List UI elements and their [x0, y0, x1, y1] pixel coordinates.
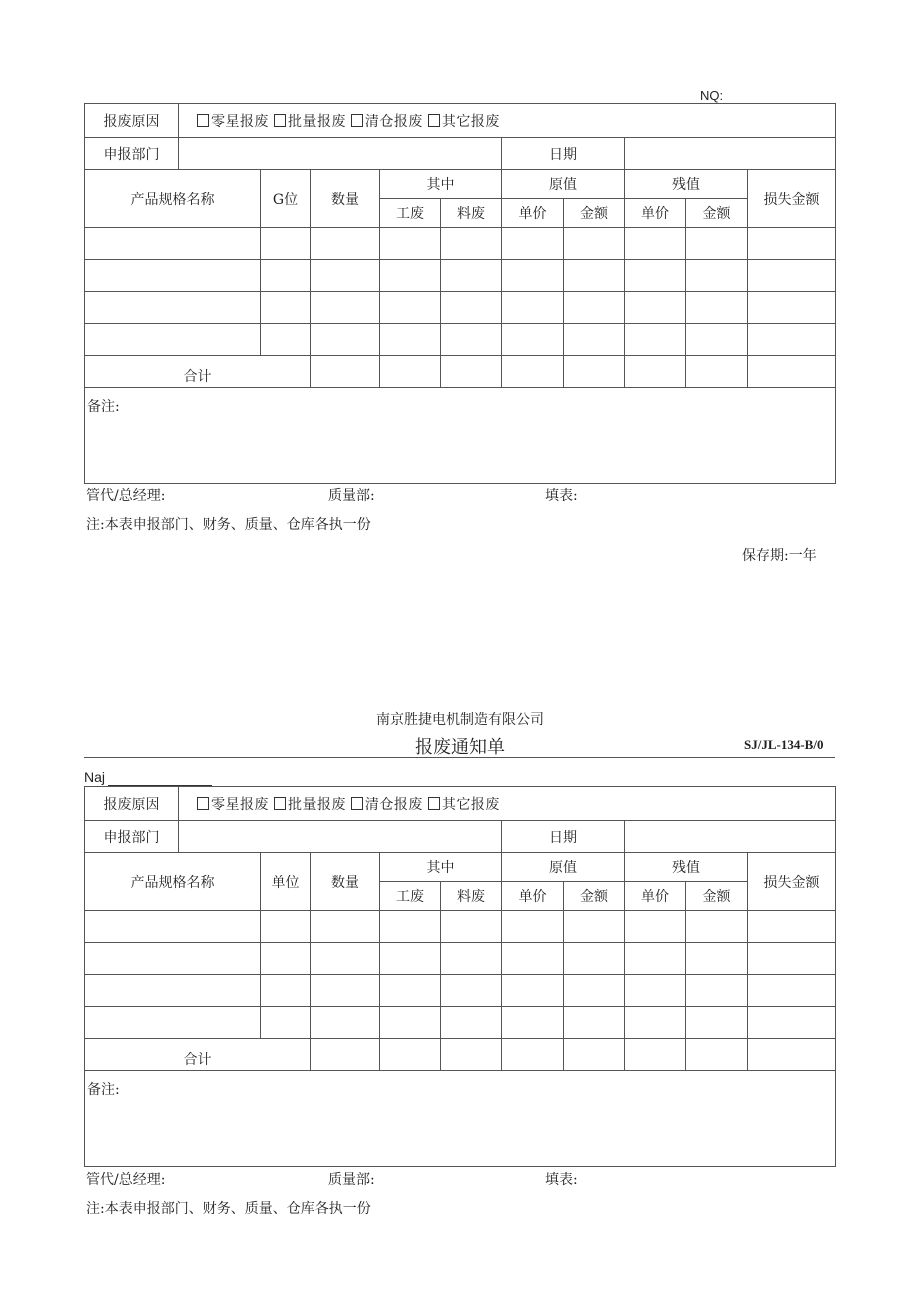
scrap-reason-label: 报废原因	[85, 104, 179, 138]
table-row	[85, 292, 836, 324]
table-row	[85, 911, 836, 943]
checkbox[interactable]	[197, 797, 209, 810]
option-label: 零星报废	[211, 796, 269, 813]
remarks-label: 备注:	[87, 1082, 120, 1098]
distribution-note: 注:本表申报部门、财务、质量、仓库各执一份	[86, 1201, 371, 1217]
header-labor-scrap: 工废	[380, 882, 441, 911]
dept-label: 申报部门	[85, 138, 179, 170]
header-among: 其中	[380, 853, 502, 882]
remarks-field[interactable]	[85, 1071, 836, 1167]
dept-input[interactable]	[179, 138, 502, 170]
header-amount: 金额	[564, 882, 625, 911]
header-among: 其中	[380, 170, 502, 199]
table-row	[85, 228, 836, 260]
header-loss-amount: 损失金额	[748, 853, 836, 911]
header-unit-price: 单价	[625, 199, 686, 228]
header-unit-price: 单价	[625, 882, 686, 911]
table-row	[85, 324, 836, 356]
filler-signature-label: 填表:	[545, 1172, 578, 1188]
remarks-field[interactable]	[85, 388, 836, 484]
header-product: 产品规格名称	[85, 853, 261, 911]
page-title: 报废通知单	[415, 737, 505, 758]
retention-period: 保存期:一年	[742, 548, 817, 564]
header-original-value: 原值	[502, 170, 625, 199]
table-row	[85, 975, 836, 1007]
option-label: 清仓报废	[364, 796, 423, 813]
header-residual-value: 残值	[625, 170, 748, 199]
header-product: 产品规格名称	[85, 170, 261, 228]
header-divider	[84, 757, 835, 758]
header-unit: G位	[261, 170, 311, 228]
document-code: SJ/JL-134-B/0	[744, 737, 824, 752]
checkbox[interactable]	[428, 797, 440, 810]
header-qty: 数量	[311, 170, 380, 228]
scrap-form-table	[84, 103, 836, 484]
scrap-reason-options	[179, 104, 836, 138]
quality-signature-label: 质量部:	[328, 1172, 375, 1188]
form-number-label: Naj	[84, 769, 106, 785]
remarks-label: 备注:	[87, 399, 120, 415]
option-label: 零星报废	[211, 113, 269, 130]
header-unit-price: 单价	[502, 882, 564, 911]
header-qty: 数量	[311, 853, 380, 911]
total-label: 合计	[85, 1039, 311, 1071]
table-row	[85, 260, 836, 292]
table-row	[85, 1007, 836, 1039]
option-label: 批量报废	[287, 113, 346, 130]
header-labor-scrap: 工废	[380, 199, 441, 228]
checkbox[interactable]	[351, 114, 363, 127]
header-unit: 单位	[261, 853, 311, 911]
date-label: 日期	[502, 138, 625, 170]
date-input[interactable]	[625, 138, 836, 170]
scrap-reason-label: 报废原因	[85, 787, 179, 821]
checkbox[interactable]	[351, 797, 363, 810]
checkbox[interactable]	[428, 114, 440, 127]
scrap-reason-options	[179, 787, 836, 821]
company-name: 南京胜捷电机制造有限公司	[376, 712, 544, 728]
option-label: 批量报废	[287, 796, 346, 813]
date-label: 日期	[502, 821, 625, 853]
header-amount: 金额	[686, 882, 748, 911]
checkbox[interactable]	[274, 797, 286, 810]
manager-signature-label: 管代/总经理:	[86, 488, 166, 504]
total-row	[85, 356, 836, 388]
option-label: 清仓报废	[364, 113, 423, 130]
header-loss-amount: 损失金额	[748, 170, 836, 228]
manager-signature-label: 管代/总经理:	[86, 1172, 166, 1188]
header-original-value: 原值	[502, 853, 625, 882]
scrap-form-table	[84, 786, 836, 1167]
total-label: 合计	[85, 356, 311, 388]
header-residual-value: 残值	[625, 853, 748, 882]
dept-input[interactable]	[179, 821, 502, 853]
date-input[interactable]	[625, 821, 836, 853]
option-label: 其它报废	[441, 796, 500, 813]
option-label: 其它报废	[441, 113, 500, 130]
header-material-scrap: 料废	[441, 882, 502, 911]
table-row	[85, 943, 836, 975]
checkbox[interactable]	[274, 114, 286, 127]
form-number-label: NQ:	[700, 88, 724, 103]
header-amount: 金额	[686, 199, 748, 228]
total-row	[85, 1039, 836, 1071]
distribution-note: 注:本表申报部门、财务、质量、仓库各执一份	[86, 517, 371, 533]
header-unit-price: 单价	[502, 199, 564, 228]
dept-label: 申报部门	[85, 821, 179, 853]
filler-signature-label: 填表:	[545, 488, 578, 504]
header-material-scrap: 料废	[441, 199, 502, 228]
quality-signature-label: 质量部:	[328, 488, 375, 504]
checkbox[interactable]	[197, 114, 209, 127]
header-amount: 金额	[564, 199, 625, 228]
